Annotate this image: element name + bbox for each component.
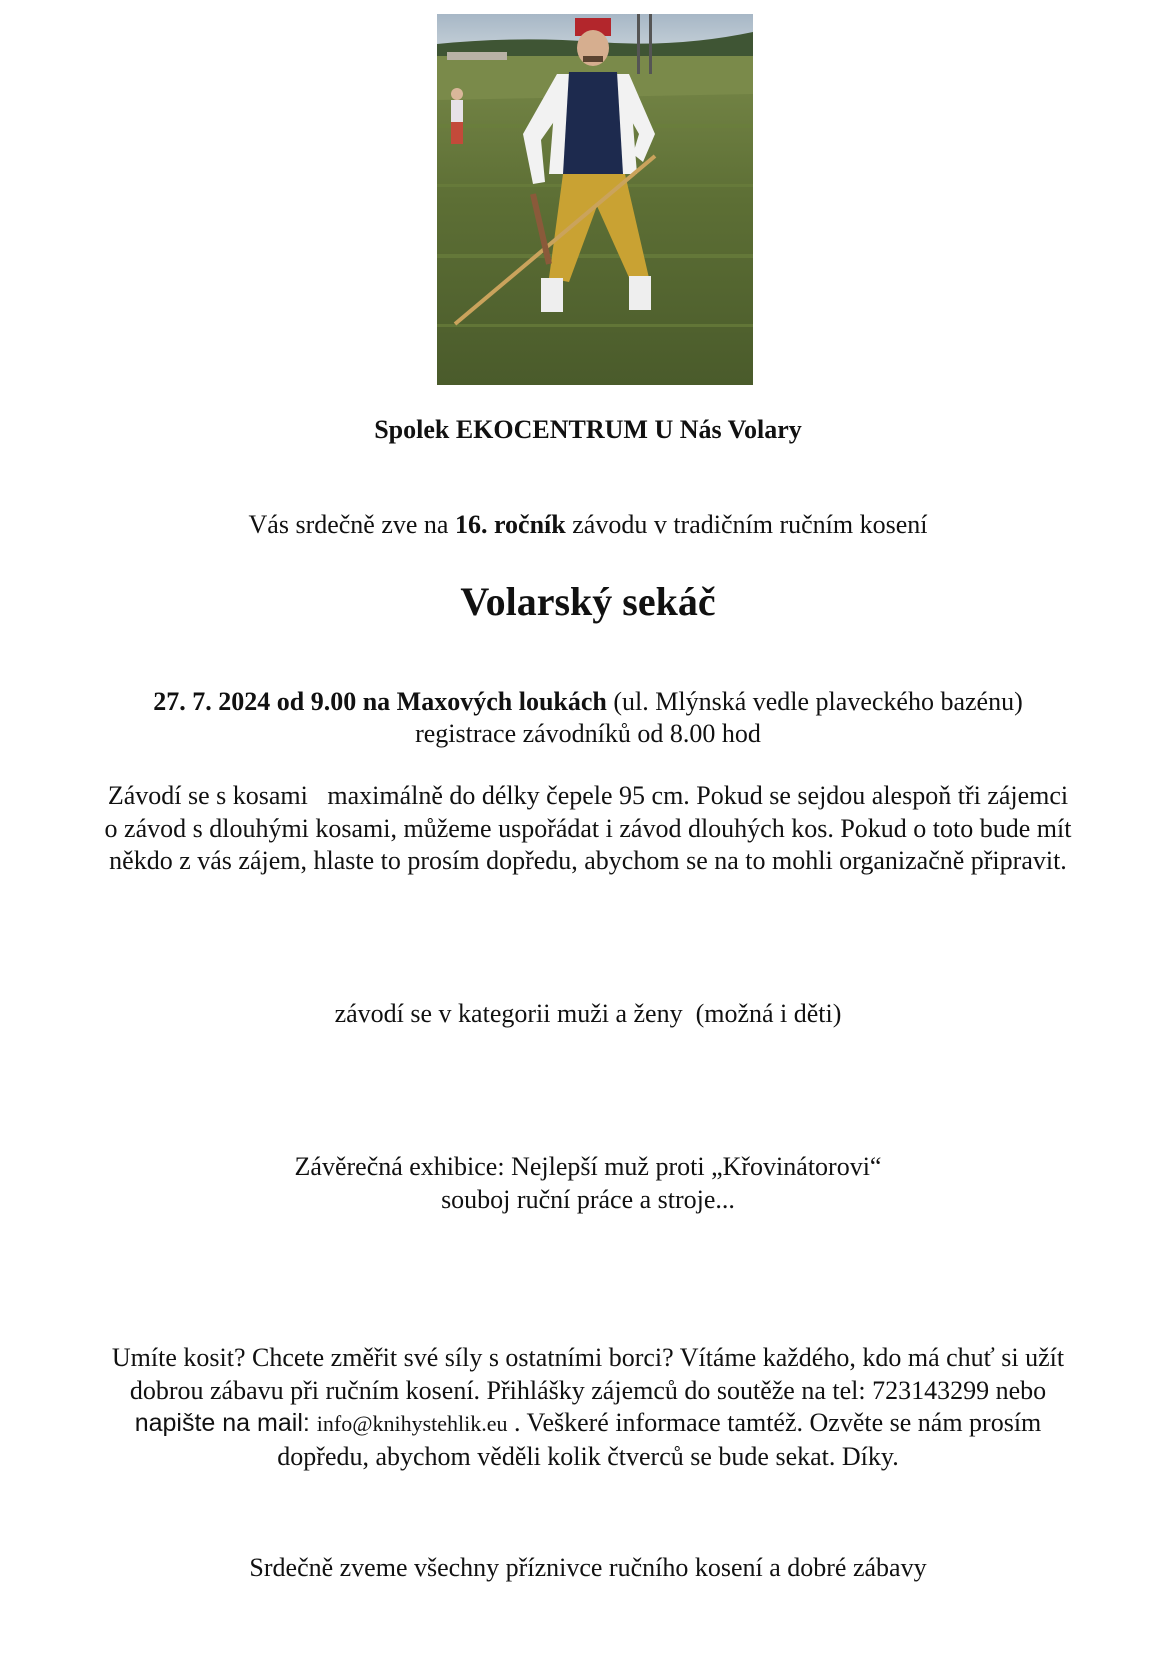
exhibition-subtitle: souboj ruční práce a stroje... xyxy=(441,1185,735,1214)
event-title: Volarský sekáč xyxy=(460,579,716,624)
location-note: (ul. Mlýnská vedle plaveckého bazénu) xyxy=(606,687,1023,716)
edition-number: 16. ročník xyxy=(454,510,566,539)
mower-photo xyxy=(437,14,753,385)
contact-paragraph xyxy=(100,1342,1076,1473)
contact-text-after: . Veškeré informace tamtéž. Ozvěte se nám prosím dopředu, abychom věděli kolik čtverců se bude sekat. Díky. xyxy=(277,1408,1042,1471)
contact-mail-lead: napište na mail: xyxy=(134,1409,317,1437)
invitation-after: závodu v tradičním ručním kosení xyxy=(565,510,928,539)
closing-line: Srdečně zveme všechny příznivce ručního kosení a dobré zábavy xyxy=(249,1553,927,1582)
rules-paragraph: Závodí se s kosami maximálně do délky čepele 95 cm. Pokud se sejdou alespoň tři zájemci o závod s dlouhými kosami, můžeme uspořádat i závod dlouhých kos. Pokud o toto bude mít někdo z vás zájem, hlaste to prosím dopředu, abychom se na to mohli organizačně připravit. xyxy=(104,781,1078,875)
contact-email-link[interactable]: info@knihystehlik.eu xyxy=(316,1411,508,1436)
contact-text-before: Umíte kosit? Chcete změřit své síly s ostatními borci? Vítáme každého, kdo má chuť si užít dobrou zábavu při ručním kosení. Přihlášky zájemců do soutěže na tel: 723143299 nebo xyxy=(111,1343,1065,1405)
date-location-line xyxy=(0,686,1176,717)
mower-photo-illustration xyxy=(437,14,753,385)
invitation-line xyxy=(0,509,1176,540)
child-figure xyxy=(451,88,463,144)
date-location-bold: 27. 7. 2024 od 9.00 na Maxových loukách xyxy=(153,687,607,716)
organizer-name: Spolek EKOCENTRUM U Nás Volary xyxy=(374,415,802,444)
registration-time: registrace závodníků od 8.00 hod xyxy=(415,719,761,748)
invitation-before: Vás srdečně zve na xyxy=(248,510,455,539)
categories-line: závodí se v kategorii muži a ženy (možná i děti) xyxy=(334,999,842,1028)
exhibition-title: Závěrečná exhibice: Nejlepší muž proti „Křovinátorovi“ xyxy=(294,1152,882,1181)
